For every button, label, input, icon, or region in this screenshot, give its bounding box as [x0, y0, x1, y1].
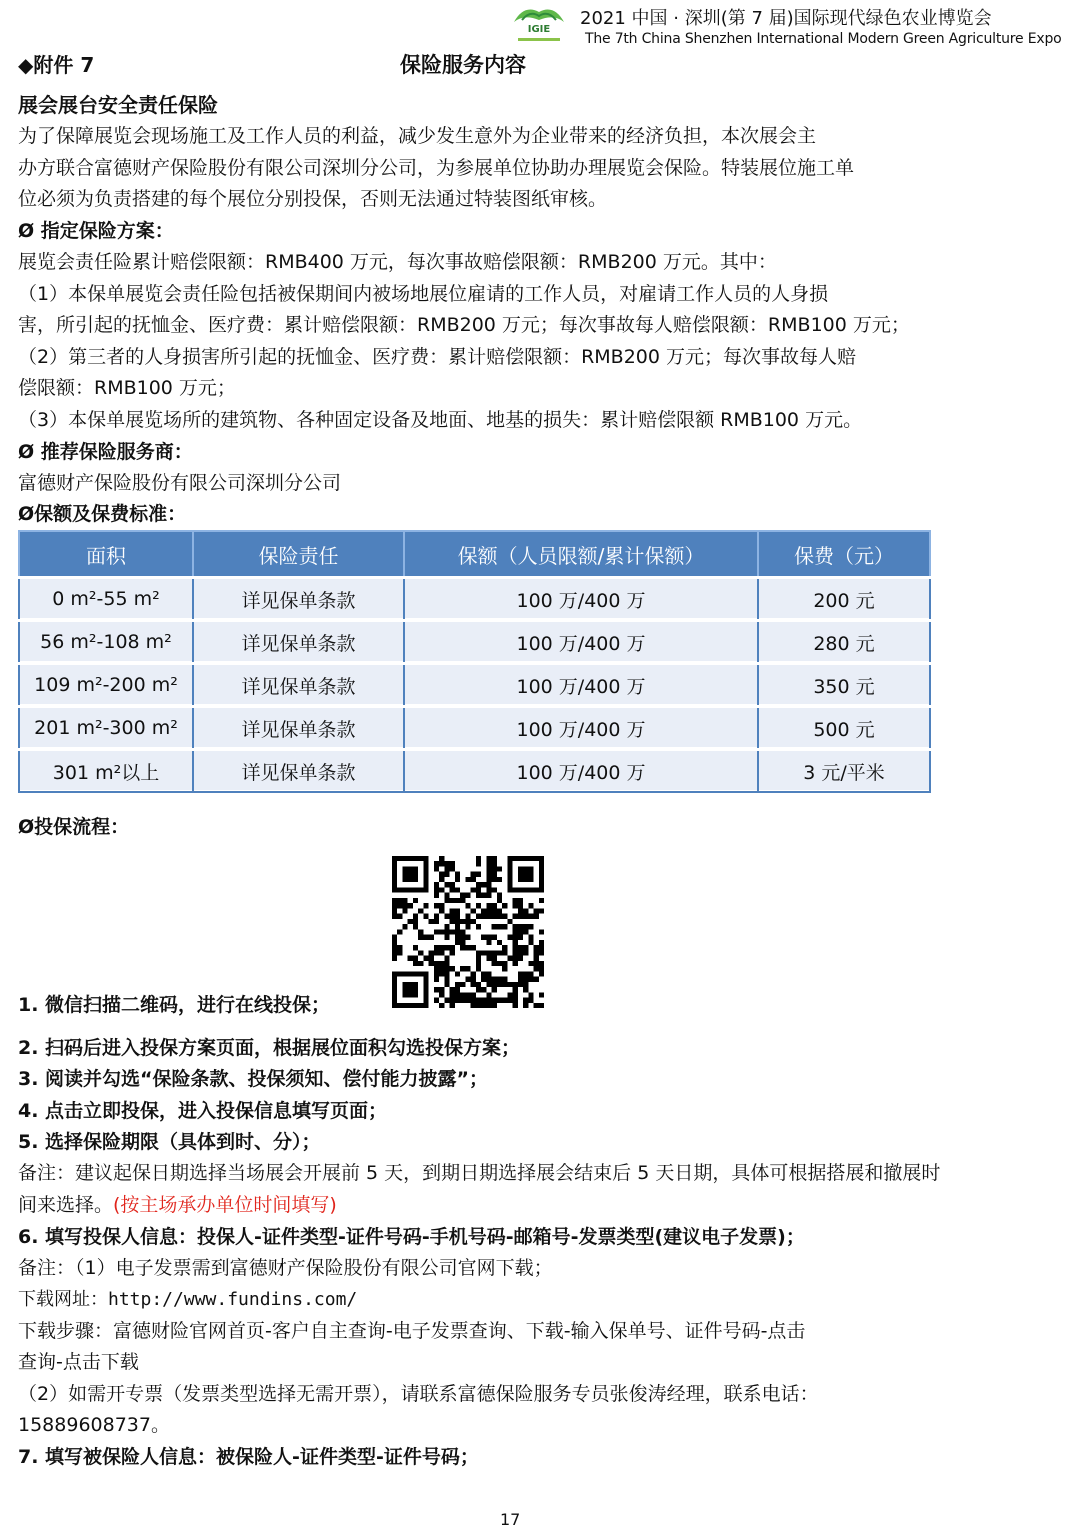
step-4: 4. 点击立即投保，进入投保信息填写页面； — [18, 1100, 388, 1122]
cell-premium: 3 元/平米 — [758, 750, 930, 793]
intro-line-1: 为了保障展览会现场施工及工作人员的利益，减少发生意外为企业带来的经济负担，本次展会主 — [18, 125, 817, 147]
fee-heading: Ø保额及保费标准： — [18, 503, 187, 525]
cell-premium: 200 元 — [758, 578, 930, 621]
plan-line-1: 展览会责任险累计赔偿限额：RMB400 万元，每次事故赔偿限额：RMB200 万元。其中： — [18, 251, 777, 273]
note-1-line-1: 备注：建议起保日期选择当场展会开展前 5 天，到期日期选择展会结束后 5 天日期，具体可根据搭展和撤展时 — [18, 1162, 941, 1184]
col-header-liability: 保险责任 — [193, 531, 404, 578]
note-2-line-2: （2）如需开专票（发票类型选择无需开票），请联系富德保险服务专员张俊涛经理，联系电话： — [18, 1383, 819, 1405]
process-heading: Ø投保流程： — [18, 816, 130, 838]
table-row — [19, 578, 930, 621]
step-6: 6. 填写投保人信息：投保人-证件类型-证件号码-手机号码-邮箱号-发票类型(建议电子发票)； — [18, 1226, 805, 1248]
expo-logo — [508, 0, 570, 46]
plan-heading: Ø 指定保险方案： — [18, 220, 174, 242]
cell-coverage: 100 万/400 万 — [404, 621, 758, 664]
table-row — [19, 750, 930, 793]
cell-liability: 详见保单条款 — [193, 750, 404, 793]
cell-coverage: 100 万/400 万 — [404, 750, 758, 793]
cell-area: 0 m²-55 m² — [19, 578, 193, 621]
col-header-coverage: 保额（人员限额/累计保额） — [404, 531, 758, 578]
step-7: 7. 填写被保险人信息：被保险人-证件类型-证件号码； — [18, 1446, 479, 1468]
step-5: 5. 选择保险期限（具体到时、分）； — [18, 1131, 321, 1153]
qr-code-icon[interactable] — [392, 856, 544, 1008]
cell-premium: 350 元 — [758, 664, 930, 707]
cell-coverage: 100 万/400 万 — [404, 707, 758, 750]
cell-liability: 详见保单条款 — [193, 621, 404, 664]
header-title-en: The 7th China Shenzhen International Modern Green Agriculture Expo — [585, 31, 1062, 47]
section-heading: 展会展台安全责任保险 — [18, 93, 218, 117]
contact-phone: 15889608737。 — [18, 1414, 170, 1436]
provider-name: 富德财产保险股份有限公司深圳分公司 — [18, 472, 342, 494]
plan-line-4: （2）第三者的人身损害所引起的抚恤金、医疗费：累计赔偿限额：RMB200 万元；每次事故每人赔 — [18, 346, 857, 368]
plan-line-3: 害，所引起的抚恤金、医疗费：累计赔偿限额：RMB200 万元；每次事故每人赔偿限额：RMB100 万元； — [18, 314, 910, 336]
table-row — [19, 621, 930, 664]
step-1: 1. 微信扫描二维码，进行在线投保； — [18, 994, 331, 1016]
page-number: 17 — [500, 1510, 521, 1529]
step-2: 2. 扫码后进入投保方案页面，根据展位面积勾选投保方案； — [18, 1037, 521, 1059]
cell-liability: 详见保单条款 — [193, 578, 404, 621]
note-1-line-2 — [18, 1190, 337, 1220]
intro-line-2: 办方联合富德财产保险股份有限公司深圳分公司，为参展单位协助办理展览会保险。特装展位施工单 — [18, 157, 855, 179]
cell-premium: 280 元 — [758, 621, 930, 664]
attachment-label: ◆附件 7 — [18, 53, 95, 77]
note-1-text: 间来选择。 — [18, 1194, 114, 1216]
note-2-line-1: 备注：（1）电子发票需到富德财产保险股份有限公司官网下载； — [18, 1257, 553, 1279]
plan-line-5: 偿限额：RMB100 万元； — [18, 377, 236, 399]
provider-heading: Ø 推荐保险服务商： — [18, 441, 193, 463]
note-2-steps-line-2: 查询-点击下载 — [18, 1351, 139, 1373]
cell-area: 56 m²-108 m² — [19, 621, 193, 664]
table-header-row — [19, 531, 930, 578]
intro-line-3: 位必须为负责搭建的每个展位分别投保，否则无法通过特装图纸审核。 — [18, 188, 608, 210]
cell-premium: 500 元 — [758, 707, 930, 750]
plan-line-6: （3）本保单展览场所的建筑物、各种固定设备及地面、地基的损失：累计赔偿限额 RMB100 万元。 — [18, 409, 863, 431]
step-3: 3. 阅读并勾选“保险条款、投保须知、偿付能力披露”； — [18, 1068, 489, 1090]
cell-area: 201 m²-300 m² — [19, 707, 193, 750]
cell-coverage: 100 万/400 万 — [404, 664, 758, 707]
page-title: 保险服务内容 — [400, 53, 526, 77]
col-header-area: 面积 — [19, 531, 193, 578]
premium-table — [18, 530, 931, 793]
cell-coverage: 100 万/400 万 — [404, 578, 758, 621]
header-title-cn: 2021 中国 · 深圳(第 7 届)国际现代绿色农业博览会 — [580, 8, 992, 29]
cell-area: 109 m²-200 m² — [19, 664, 193, 707]
col-header-premium: 保费（元） — [758, 531, 930, 578]
note-1-red-text: (按主场承办单位时间填写) — [113, 1194, 337, 1216]
plan-line-2: （1）本保单展览会责任险包括被保期间内被场地展位雇请的工作人员，对雇请工作人员的人身损 — [18, 283, 829, 305]
cell-liability: 详见保单条款 — [193, 664, 404, 707]
cell-area: 301 m²以上 — [19, 750, 193, 793]
table-row — [19, 707, 930, 750]
note-2-steps-line-1: 下载步骤：富德财险官网首页-客户自主查询-电子发票查询、下载-输入保单号、证件号码-点击 — [18, 1320, 806, 1342]
logo-text: IGIE — [527, 24, 551, 35]
cell-liability: 详见保单条款 — [193, 707, 404, 750]
download-url-link[interactable]: 下载网址：http://www.fundins.com/ — [18, 1289, 358, 1310]
table-row — [19, 664, 930, 707]
